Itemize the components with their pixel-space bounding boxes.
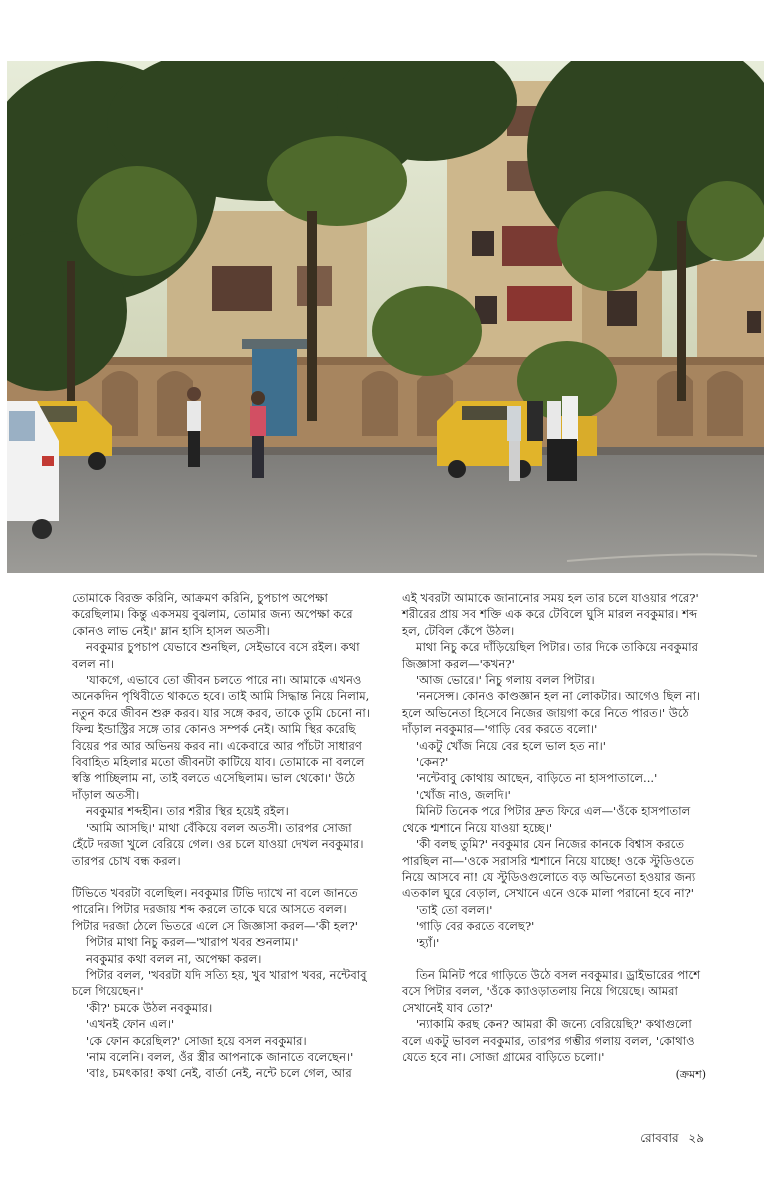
paragraph: তোমাকে বিরক্ত করিনি, আক্রমণ করিনি, চুপচাপ অপেক্ষা করেছিলাম। কিন্তু একসময় বুঝলাম, তোমার জন্য অপেক্ষা করে কোনও লাভ নেই।' ম্লান হাসি হাসল অতসী।	[72, 591, 353, 638]
continued-label: (ক্রমশ)	[675, 1068, 706, 1082]
paragraph: 'একটু খোঁজ নিয়ে বের হলে ভাল হত না।'	[416, 738, 606, 753]
paragraph: 'হ্যাঁ।'	[416, 935, 440, 950]
paragraph: 'কে ফোন করেছিল?' সোজা হয়ে বসল নবকুমার।	[86, 1033, 307, 1048]
paragraph: 'বাঃ, চমৎকার! কথা নেই, বার্তা নেই, নন্টে চলে গেল, আর	[86, 1066, 352, 1081]
paragraph: 'কেন?'	[416, 755, 449, 770]
paragraph: 'এখনই ফোন এল।'	[86, 1017, 175, 1032]
paragraph: পিটার বলল, 'খবরটা যদি সত্যি হয়, খুব খারাপ খবর, নন্টেবাবু চলে গিয়েছেন।'	[72, 967, 367, 999]
paragraph: নবকুমার কথা বলল না, অপেক্ষা করল।	[86, 951, 262, 966]
article-column-right	[402, 590, 706, 1084]
paragraph: 'আমি আসছি।' মাথা বেঁকিয়ে বলল অতসী। তারপর সোজা হেঁটে দরজা খুলে বেরিয়ে গেল। ওর চলে যাওয়া দেখল নবকুমার। তারপর চোখ বন্ধ করল।	[72, 820, 364, 868]
paragraph: নবকুমার চুপচাপ যেভাবে শুনছিল, সেইভাবে বসে রইল। কথা বলল না।	[72, 640, 360, 671]
paragraph: 'খোঁজ নাও, জলদি।'	[416, 787, 511, 802]
section-break	[402, 951, 706, 967]
street-scene-illustration	[7, 61, 764, 573]
paragraph: 'নন্টেবাবু কোথায় আছেন, বাড়িতে না হাসপাতালে...'	[416, 771, 658, 786]
article-column-left	[72, 590, 372, 1082]
page-number: ২৯	[688, 1131, 704, 1145]
paragraph: 'যাকগে, এভাবে তো জীবন চলতে পারে না। আমাকে এখনও অনেকদিন পৃথিবীতে থাকতে হবে। তাই আমি সিদ্ধান্ত নিয়ে নিলাম, নতুন করে জীবন শুরু করব। যার সঙ্গে করব, তাকে তুমি চেনো না। ফিল্ম ইন্ডাস্ট্রির সঙ্গে তার কোনও সম্পর্ক নেই। আমি স্থির করেছি বিয়ের পর আর অভিনয় করব না। একেবারে আর পাঁচটা সাধারণ বিবাহিত মহিলার মতো জীবনটা কাটিয়ে যাব। তোমাকে না বললে স্বস্তি পাচ্ছিলাম না, তাই বলতে এসেছিলাম। ভাল থেকো।' উঠে দাঁড়াল অতসী।	[72, 673, 370, 802]
paragraph: মিনিট তিনেক পরে পিটার দ্রুত ফিরে এল—'ওঁকে হাসপাতাল থেকে শ্মশানে নিয়ে যাওয়া হচ্ছে।'	[402, 804, 691, 835]
paragraph: নবকুমার শব্দহীন। তার শরীর স্থির হয়েই রইল।	[86, 804, 289, 819]
paragraph: 'ন্যাকামি করছ কেন? আমরা কী জন্যে বেরিয়েছি?' কথাগুলো বলে একটু ভাবল নবকুমার, তারপর গম্ভীর গলায় বলল, 'কোথাও যেতে হবে না। সোজা গ্রামের বাড়িতে চলো।'	[402, 1017, 695, 1064]
paragraph: 'কী?' চমকে উঠল নবকুমার।	[86, 1000, 213, 1015]
paragraph: 'গাড়ি বের করতে বলেছ?'	[416, 919, 535, 934]
paragraph: 'নাম বলেনি। বলল, ওঁর স্ত্রীর আপনাকে জানাতে বলেছেন।'	[86, 1049, 354, 1064]
page-footer	[634, 1130, 704, 1150]
section-break	[72, 869, 372, 885]
paragraph: 'আজ ভোরে।' নিচু গলায় বলল পিটার।	[416, 673, 595, 688]
paragraph: মাথা নিচু করে দাঁড়িয়েছিল পিটার। তার দিকে তাকিয়ে নবকুমার জিজ্ঞাসা করল—'কখন?'	[402, 640, 698, 671]
paragraph: পিটার মাথা নিচু করল—'খারাপ খবর শুনলাম।'	[86, 935, 299, 950]
street-scene-image	[7, 61, 764, 573]
paragraph: তিন মিনিট পরে গাড়িতে উঠে বসল নবকুমার। ড্রাইভারের পাশে বসে পিটার বলল, 'ওঁকে ক্যাওড়াতলায় নিয়ে গিয়েছে। আমরা সেখানেই যাব তো?'	[402, 967, 701, 1015]
paragraph: 'কী বলছ তুমি?' নবকুমার যেন নিজের কানকে বিশ্বাস করতে পারছিল না—'ওকে সরাসরি শ্মশানে নিয়ে যাচ্ছে! ওকে স্টুডিওতে নিয়ে আসবে না! যে স্টুডিওগুলোতে বড় অভিনেতা হওয়ার জন্য এতকাল ঘুরে বেড়াল, সেখানে এনে ওকে মালা পরানো হবে না?'	[402, 837, 696, 901]
paragraph: টিভিতে খবরটা বলেছিল। নবকুমার টিভি দ্যাখে না বলে জানতে পারেনি। পিটার দরজায় শব্দ করলে তাকে ঘরে আসতে বলল। পিটার দরজা ঠেলে ভিতরে এলে সে জিজ্ঞাসা করল—'কী হল?'	[72, 885, 358, 933]
paragraph: 'ননসেন্স। কোনও কাণ্ডজ্ঞান হল না লোকটার। আগেও ছিল না। হলে অভিনেতা হিসেবে নিজের জায়গা করে নিতে পারত।' উঠে দাঁড়াল নবকুমার—'গাড়ি বের করতে বলো।'	[402, 689, 701, 737]
paragraph: 'তাই তো বলল।'	[416, 902, 493, 917]
magazine-name: রোববার	[640, 1131, 679, 1145]
paragraph: এই খবরটা আমাকে জানানোর সময় হল তার চলে যাওয়ার পরে?' শরীরের প্রায় সব শক্তি এক করে টেবিলে ঘুসি মারল নবকুমার। শব্দ হল, টেবিল কেঁপে উঠল।	[402, 591, 699, 638]
